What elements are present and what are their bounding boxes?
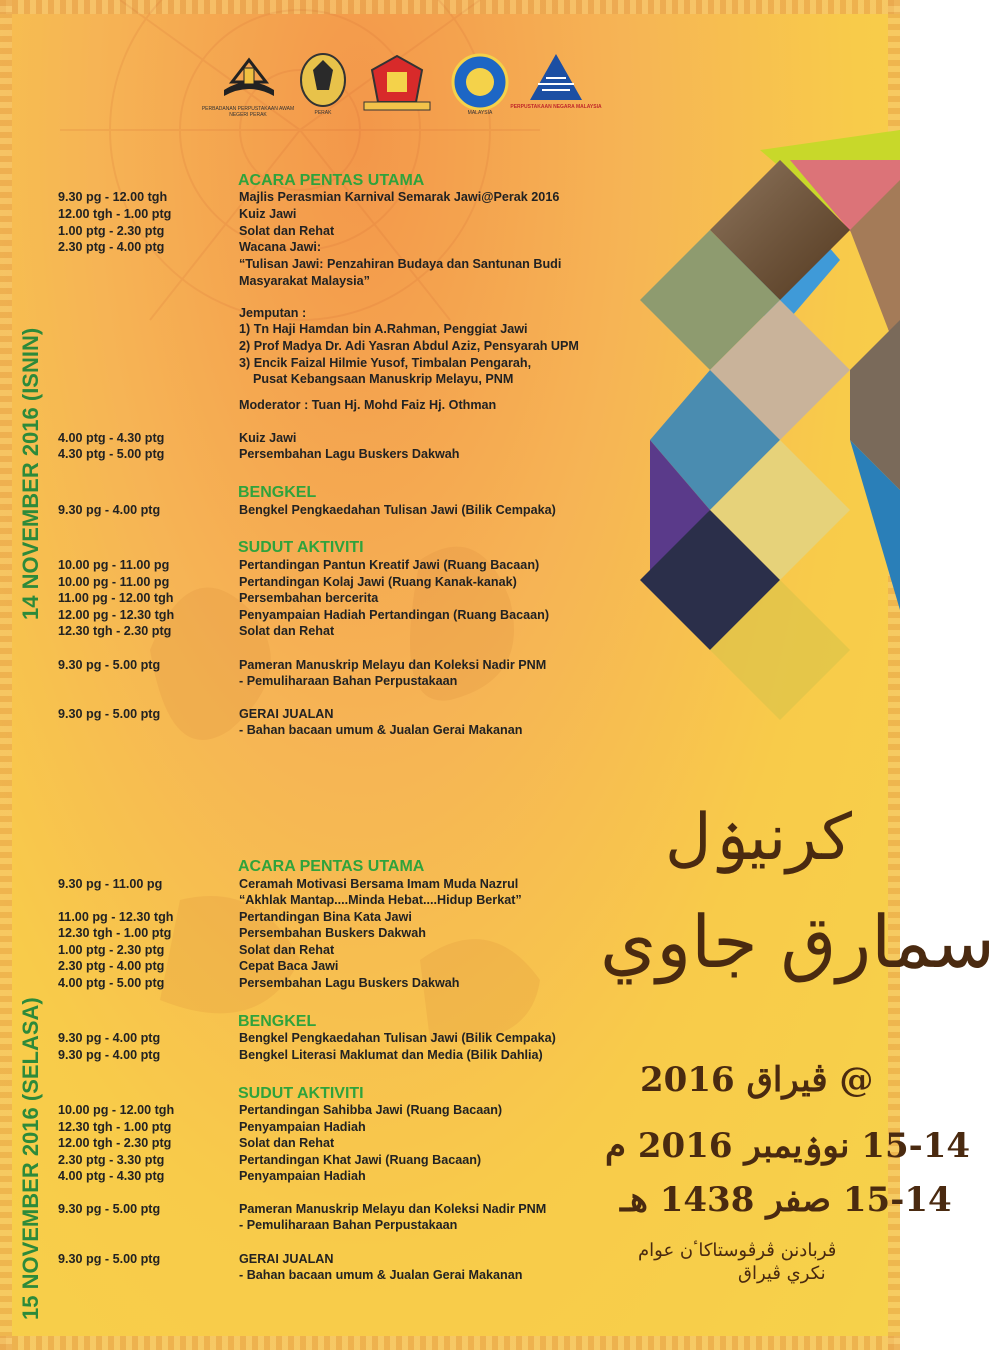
schedule-row: 12.30 tgh - 2.30 ptg Solat dan Rehat: [58, 624, 335, 638]
stall-sub: - Bahan bacaan umum & Jualan Gerai Makanan: [239, 723, 523, 737]
ppa-perak-logo: [201, 52, 295, 118]
schedule-row: 11.00 pg - 12.30 tgh Pertandingan Bina Kata Jawi: [58, 910, 412, 924]
day2-vertical-label: 15 NOVEMBER 2016 (SELASA): [18, 997, 43, 1320]
schedule-row: 10.00 pg - 12.00 tgh Pertandingan Sahibba Jawi (Ruang Bacaan): [58, 1103, 503, 1117]
perak-crest-logo: [296, 52, 350, 117]
schedule-row: 1.00 ptg - 2.30 ptg Solat dan Rehat: [58, 943, 335, 957]
date-hijri: 15-14 صفر 1438 هـ: [620, 1180, 952, 1220]
schedule-row: 4.00 ptg - 4.30 ptg Penyampaian Hadiah: [58, 1169, 366, 1183]
schedule-row: 12.00 pg - 12.30 tgh Penyampaian Hadiah Pertandingan (Ruang Bacaan): [58, 608, 550, 622]
year-line: @ ڤيراق 2016: [640, 1060, 874, 1100]
state-crest-logo: [362, 52, 432, 117]
guest-item: 2) Prof Madya Dr. Adi Yasran Abdul Aziz, Pensyarah UPM: [239, 339, 579, 353]
schedule-row: 9.30 pg - 12.00 tgh Majlis Perasmian Karnival Semarak Jawi@Perak 2016: [58, 190, 560, 204]
schedule-row: 4.00 ptg - 4.30 ptg Kuiz Jawi: [58, 431, 297, 445]
schedule-row: 2.30 ptg - 4.00 ptg Cepat Baca Jawi: [58, 959, 339, 973]
day1-activity-title: SUDUT AKTIVITI: [238, 539, 364, 556]
schedule-row: 11.00 pg - 12.00 tgh Persembahan bercerita: [58, 591, 379, 605]
day2-main-stage-title: ACARA PENTAS UTAMA: [238, 858, 425, 875]
schedule-row: 1.00 ptg - 2.30 ptg Solat dan Rehat: [58, 224, 335, 238]
schedule-row: 9.30 pg - 4.00 ptg Bengkel Pengkaedahan Tulisan Jawi (Bilik Cempaka): [58, 503, 556, 517]
schedule-row: 9.30 pg - 5.00 ptg Pameran Manuskrip Melayu dan Koleksi Nadir PNM: [58, 658, 547, 672]
venue-line-1: ڤربادنن ڤرڤوستاکاٴن عوام: [638, 1240, 837, 1261]
schedule-row: 9.30 pg - 5.00 ptg Pameran Manuskrip Melayu dan Koleksi Nadir PNM: [58, 1202, 547, 1216]
guests-heading: Jemputan :: [239, 306, 307, 320]
moderator-line: Moderator : Tuan Hj. Mohd Faiz Hj. Othman: [239, 398, 497, 412]
day2-activity-title: SUDUT AKTIVITI: [238, 1085, 364, 1102]
schedule-row: 2.30 ptg - 4.00 ptg Wacana Jawi:: [58, 240, 322, 254]
calligraphy-karnival: کرنيۏل: [665, 801, 852, 875]
schedule-row: 4.00 ptg - 5.00 ptg Persembahan Lagu Buskers Dakwah: [58, 976, 460, 990]
forum-title-line: “Tulisan Jawi: Penzahiran Budaya dan Santunan Budi: [239, 257, 562, 271]
perak-crest-caption: PERAK: [314, 110, 332, 116]
schedule-row: 9.30 pg - 5.00 ptg GERAI JUALAN: [58, 707, 334, 721]
exhibit-sub: - Pemuliharaan Bahan Perpustakaan: [239, 674, 458, 688]
exhibit-sub: - Pemuliharaan Bahan Perpustakaan: [239, 1218, 458, 1232]
pnm-caption: PERPUSTAKAAN NEGARA MALAYSIA: [510, 104, 602, 110]
schedule-row: 12.30 tgh - 1.00 ptg Persembahan Buskers Dakwah: [58, 926, 426, 940]
date-gregorian: 15-14 نوۏيمبر 2016 م: [605, 1126, 971, 1166]
schedule-row: 9.30 pg - 11.00 pg Ceramah Motivasi Bersama Imam Muda Nazrul: [58, 877, 519, 891]
schedule-row: 9.30 pg - 4.00 ptg Bengkel Pengkaedahan Tulisan Jawi (Bilik Cempaka): [58, 1031, 556, 1045]
calligraphy-semarak-jawi: سمارق جاوي: [600, 900, 995, 984]
schedule-row: 9.30 pg - 4.00 ptg Bengkel Literasi Maklumat dan Media (Bilik Dahlia): [58, 1048, 543, 1062]
forum-title-line: Masyarakat Malaysia”: [239, 274, 370, 288]
motivation-quote: “Akhlak Mantap....Minda Hebat....Hidup Berkat”: [239, 893, 522, 907]
stall-sub: - Bahan bacaan umum & Jualan Gerai Makanan: [239, 1268, 523, 1282]
guest-item: 1) Tn Haji Hamdan bin A.Rahman, Penggiat Jawi: [239, 322, 528, 336]
pnm-logo: [510, 52, 602, 110]
schedule-row: 12.00 tgh - 2.30 ptg Solat dan Rehat: [58, 1136, 335, 1150]
schedule-row: 4.30 ptg - 5.00 ptg Persembahan Lagu Buskers Dakwah: [58, 447, 460, 461]
logo-strip: [200, 52, 620, 122]
schedule-row: 10.00 pg - 11.00 pg Pertandingan Pantun Kreatif Jawi (Ruang Bacaan): [58, 558, 540, 572]
schedule-row: 12.30 tgh - 1.00 ptg Penyampaian Hadiah: [58, 1120, 366, 1134]
tourism-malaysia-logo: [450, 52, 510, 117]
day1-main-stage-title: ACARA PENTAS UTAMA: [238, 172, 425, 189]
day1-vertical-label: 14 NOVEMBER 2016 (ISNIN): [18, 327, 43, 620]
guest-item: Pusat Kebangsaan Manuskrip Melayu, PNM: [239, 372, 514, 386]
schedule-row: 2.30 ptg - 3.30 ptg Pertandingan Khat Jawi (Ruang Bacaan): [58, 1153, 482, 1167]
guest-item: 3) Encik Faizal Hilmie Yusof, Timbalan Pengarah,: [239, 356, 532, 370]
photo-collage: [640, 150, 900, 710]
schedule-row: 12.00 tgh - 1.00 ptg Kuiz Jawi: [58, 207, 297, 221]
ppa-perak-caption: PERBADANAN PERPUSTAKAAN AWAM NEGERI PERAK: [201, 106, 295, 118]
day2-workshop-title: BENGKEL: [238, 1013, 317, 1030]
schedule-row: 9.30 pg - 5.00 ptg GERAI JUALAN: [58, 1252, 334, 1266]
venue-line-2: نکري ڤيراق: [738, 1263, 826, 1284]
schedule-row: 10.00 pg - 11.00 pg Pertandingan Kolaj Jawi (Ruang Kanak-kanak): [58, 575, 517, 589]
tourism-caption: MALAYSIA: [467, 110, 493, 116]
day1-workshop-title: BENGKEL: [238, 484, 317, 501]
